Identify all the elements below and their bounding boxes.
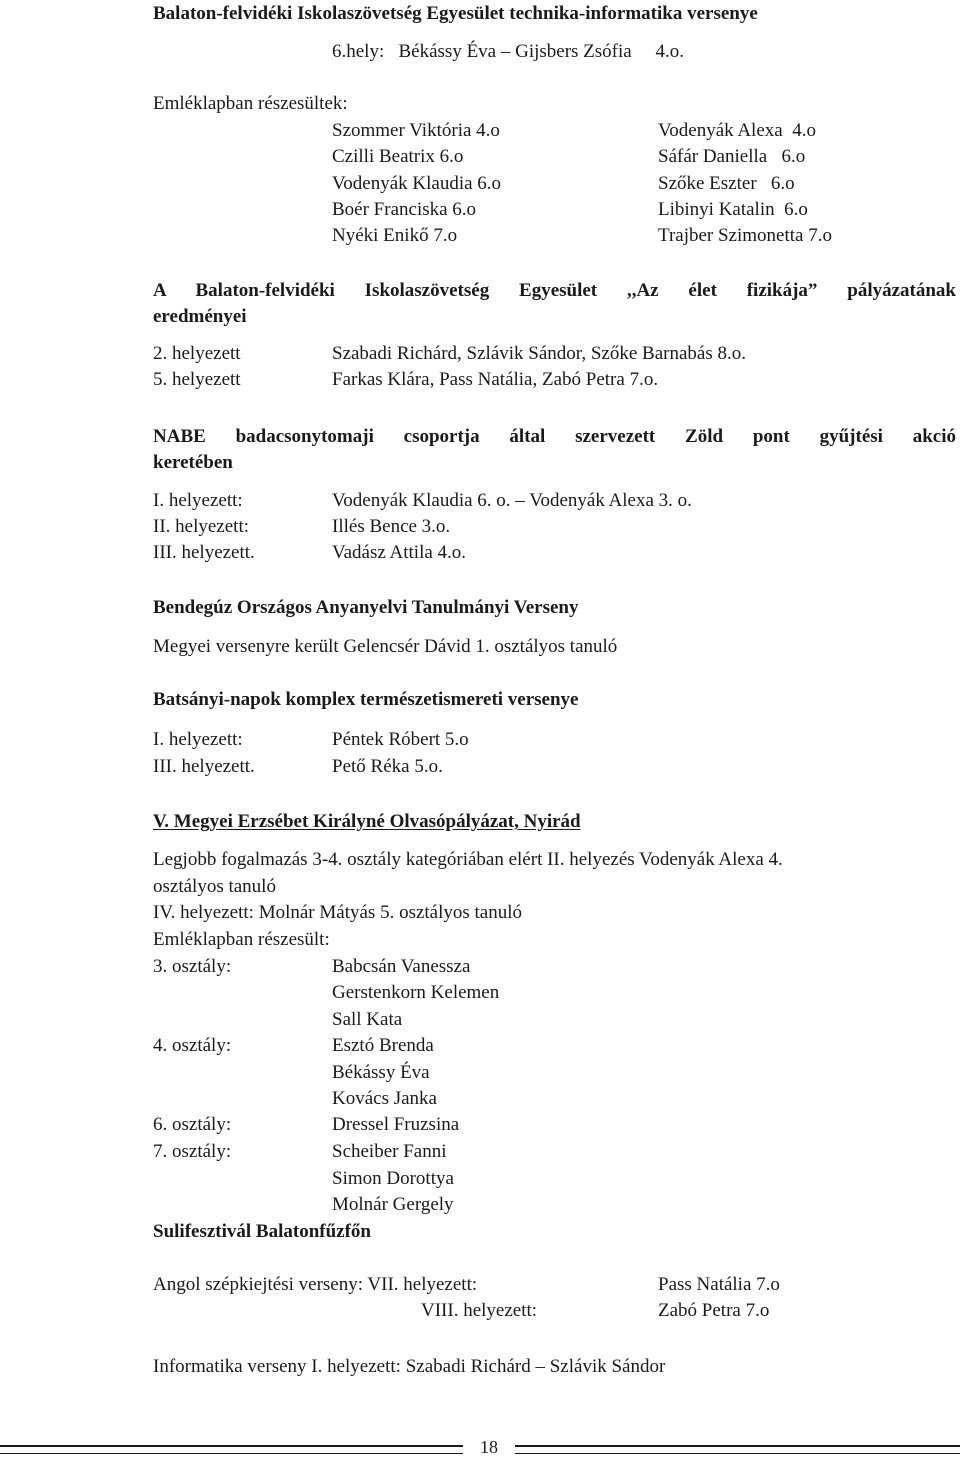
list-item: Molnár Gergely <box>332 1194 454 1215</box>
class-label: 6. osztály: <box>153 1114 232 1135</box>
winner-names: Péntek Róbert 5.o <box>332 729 469 750</box>
list-item: Gerstenkorn Kelemen <box>332 982 500 1003</box>
list-item: Sall Kata <box>332 1009 403 1030</box>
list-item: Scheiber Fanni <box>332 1141 447 1162</box>
heading-sulifesztival: Sulifesztivál Balatonfűzfőn <box>153 1221 371 1242</box>
list-item: Dressel Fruzsina <box>332 1114 460 1135</box>
place-6-line: 6.hely: Békássy Éva – Gijsbers Zsófia 4.o. <box>332 41 684 62</box>
winner-names: Pető Réka 5.o. <box>332 756 443 777</box>
winner-names: Illés Bence 3.o. <box>332 516 451 537</box>
informatika-line: Informatika verseny I. helyezett: Szabadi Richárd – Szlávik Sándor <box>153 1356 666 1377</box>
place-label: III. helyezett. <box>153 542 255 563</box>
winner-names: Vodenyák Klaudia 6. o. – Vodenyák Alexa 3. o. <box>332 490 692 511</box>
winner-names: Zabó Petra 7.o <box>658 1300 770 1321</box>
winner-names: Farkas Klára, Pass Natália, Zabó Petra 7.o. <box>332 369 659 390</box>
heading-fizika-line2: eredményei <box>153 306 247 327</box>
list-item: Esztó Brenda <box>332 1035 434 1056</box>
list-item: Libinyi Katalin 6.o <box>658 199 808 220</box>
place-label: I. helyezett: <box>153 490 243 511</box>
list-item: Szőke Eszter 6.o <box>658 173 795 194</box>
list-item: Boér Franciska 6.o <box>332 199 477 220</box>
page-number: 18 <box>480 1437 498 1457</box>
heading-nabe-line2: keretében <box>153 452 233 473</box>
list-item: Vodenyák Klaudia 6.o <box>332 173 502 194</box>
footer-rule-left <box>0 1445 463 1454</box>
list-item: Czilli Beatrix 6.o <box>332 146 464 167</box>
list-item: Trajber Szimonetta 7.o <box>658 225 832 246</box>
winner-names: Vadász Attila 4.o. <box>332 542 467 563</box>
footer-rule-right <box>515 1445 960 1454</box>
list-item: Békássy Éva <box>332 1062 430 1083</box>
winner-names: Pass Natália 7.o <box>658 1274 780 1295</box>
place-label: I. helyezett: <box>153 729 243 750</box>
heading-bendeguz: Bendegúz Országos Anyanyelvi Tanulmányi Verseny <box>153 597 579 618</box>
angol-label: Angol szépkiejtési verseny: VII. helyezett: <box>153 1274 478 1295</box>
place-label: III. helyezett. <box>153 756 255 777</box>
place-label: II. helyezett: <box>153 516 250 537</box>
olvaso-emlek-label: Emléklapban részesült: <box>153 929 330 950</box>
list-item: Kovács Janka <box>332 1088 437 1109</box>
list-item: Szommer Viktória 4.o <box>332 120 500 141</box>
winner-names: Szabadi Richárd, Szlávik Sándor, Szőke Barnabás 8.o. <box>332 343 746 364</box>
list-item: Nyéki Enikő 7.o <box>332 225 458 246</box>
heading-batsanyi: Batsányi-napok komplex természetismereti versenye <box>153 689 579 710</box>
heading-tech-informatika: Balaton-felvidéki Iskolaszövetség Egyesület technika-informatika versenye <box>153 3 758 24</box>
class-label: 7. osztály: <box>153 1141 232 1162</box>
list-item: Babcsán Vanessza <box>332 956 471 977</box>
olvaso-text-line1: Legjobb fogalmazás 3-4. osztály kategóriában elért II. helyezés Vodenyák Alexa 4. <box>153 849 783 870</box>
list-item: Vodenyák Alexa 4.o <box>658 120 816 141</box>
page-footer <box>0 1437 960 1457</box>
olvaso-text-line2: osztályos tanuló <box>153 876 276 897</box>
heading-fizika-line1: A Balaton-felvidéki Iskolaszövetség Egyesület ,,Az élet fizikája” pályázatának <box>153 280 956 301</box>
place-label: 5. helyezett <box>153 369 241 390</box>
emlek-label: Emléklapban részesültek: <box>153 93 348 114</box>
heading-olvasopalyazat: V. Megyei Erzsébet Királyné Olvasópályázat, Nyirád <box>153 811 581 832</box>
olvaso-text-line3: IV. helyezett: Molnár Mátyás 5. osztályos tanuló <box>153 902 523 923</box>
bendeguz-text: Megyei versenyre került Gelencsér Dávid 1. osztályos tanuló <box>153 636 618 657</box>
heading-nabe-line1: NABE badacsonytomaji csoportja által szervezett Zöld pont gyűjtési akció <box>153 426 956 447</box>
list-item: Sáfár Daniella 6.o <box>658 146 806 167</box>
angol-label-2: VIII. helyezett: <box>421 1300 538 1321</box>
class-label: 4. osztály: <box>153 1035 232 1056</box>
list-item: Simon Dorottya <box>332 1168 454 1189</box>
class-label: 3. osztály: <box>153 956 232 977</box>
place-label: 2. helyezett <box>153 343 241 364</box>
